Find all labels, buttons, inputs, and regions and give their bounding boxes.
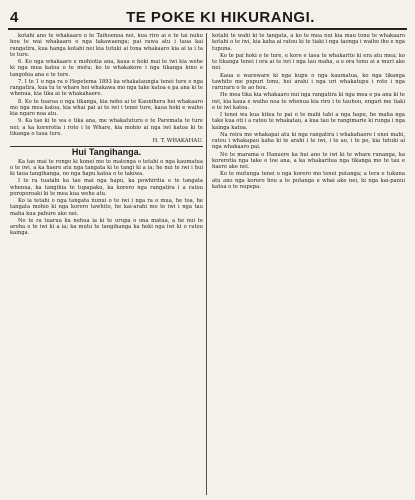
paragraph: I tenei wa kua kitea te pai o te mahi tahi a nga hapu, he maha nga take kua oti i a ratou te whakatau, a kua tau te rangimarie ki runga i nga kainga katoa. [212, 112, 405, 131]
paragraph: No te ra tuarua ka nehua ia ki te urupa o ona matua, a he nui te aroha o te iwi ki a ia; ka mutu te tangihanga ka hoki nga iwi ki o ratou kainga. [10, 217, 203, 237]
header-rule [8, 28, 407, 30]
page-number: 4 [10, 8, 19, 26]
paragraph: Ka tae mai te rongo ki konei mo te matenga o tetahi o nga kaumatua o te iwi, a ka haere atu nga tangata ki te tangi ki a ia; he nui te iwi i hui ki taua tangihanga, no nga hapu katoa o te takiwa. [10, 158, 203, 177]
paragraph: 7. I te 1 o nga ra o Hepetema 1893 ka whakataungia tenei ture e nga rangatira, kua tu te whare hei whakawa mo nga take katoa e pa ana ki te whenua, kia tika ai te whakahaere. [10, 78, 203, 98]
paragraph: I te ra tuatahi ka tae mai nga hapu, ka powhiritia e te tangata whenua, ka tangihia te tupapaku, ka korero nga rangatira i a ratou poroporoaki ki te mea kua wehe atu. [10, 178, 203, 197]
article-body-top [10, 33, 203, 137]
right-column [212, 33, 405, 495]
page-header [10, 6, 405, 28]
left-column [10, 33, 203, 495]
paragraph: No te marama o Hanuere ka hui ano te iwi ki te whare runanga, ka korerotia nga take e toe ana, a ka whakaritea nga tikanga mo te tau e haere ake nei. [212, 151, 405, 170]
article-signature: H. T. WHAKAHAU. [152, 138, 203, 144]
paragraph: Ko te pai hoki o te ture, e kore e taea te whakarite ki era atu mea; ko te tikanga tenei i ora ai te iwi i nga tau maha, a e ora tonu ai a muri ake nei. [212, 52, 405, 72]
paragraph: kotahi te wahi ki te tangata, a ko te mea nui kia mau tonu te whakaaro kotahi o te iwi, kia kaha ai ratou ki te tiaki i nga taonga i waiho iho e nga tupuna. [212, 33, 405, 52]
paragraph: 6. Ko nga whakaaro e mohiotia ana, kaua e hoki mai te iwi kia wehe ki nga mea katoa o te motu; ko te whakakore i nga tikanga kino e tangohia ana e te ture. [10, 59, 203, 78]
paragraph: Ko ia tetahi o nga tangata nunui o te iwi i nga ra o mua, he toa, he tangata mohio ki nga korero tawhito, he kai-arahi mo te iwi i nga tau maha kua pahure ake nei. [10, 198, 203, 217]
paragraph: 9. Ka tae ki te wa e tika ana, me whakatuturu e te Paremata te ture nei; a ka korerotia i roto i te Whare, kia mohio ai nga iwi katoa ki te tikanga o taua ture. [10, 118, 203, 137]
paragraph: Ko te mutunga tenei o nga korero mo tenei putanga; a tera e tukuna atu ano nga korero hou a te putanga e whai ake nei, ki nga kai-panui katoa o te nupepa. [212, 171, 405, 190]
paragraph: kotahi ano te whakaaro o te Taihoenoa nei, kua riro ai e te tai nuku hou te wai whakaaro o nga takawaenga; pai rawa atu i taua kai rangatira, kua hanga kotahi nei kia tutuki ai tona whakaaro kia ai ia i ta te ture. [10, 33, 203, 58]
masthead-title: TE POKE KI HIKURANGI. [126, 8, 315, 26]
section-title: Hui Tangihanga. [71, 147, 142, 158]
paragraph: Na reira me whakapai atu ki nga rangatira i whakahaere i enei mahi, ratou i whakapau kaha ki te arahi i te iwi, i te ao, i te po, kia tutuki ai nga whakaaro pai. [212, 131, 405, 151]
paragraph: Kaua e wareware ki nga kupu o nga kaumatua, ko nga tikanga tawhito me pupuri tonu, hei arahi i nga uri whakatupu i roto i nga raruraru o te ao hou. [212, 72, 405, 91]
article-body-bottom [10, 159, 203, 237]
paragraph: He mea tika kia whakaaro nui nga rangatira ki nga mea e pa ana ki te iwi, kia kaua e waiho noa te whenua kia riro i te tauhou, engari me tiaki e te iwi katoa. [212, 92, 405, 111]
column-divider [206, 33, 207, 495]
paragraph: 8. Ko te tuarua o nga tikanga, kia noho ai te Kaunihera hei whakaaro mo nga mea katoa, kia whai pai ai te iwi i tenei ture, kaua hoki e waiho kia ngaro noa atu. [10, 98, 203, 117]
